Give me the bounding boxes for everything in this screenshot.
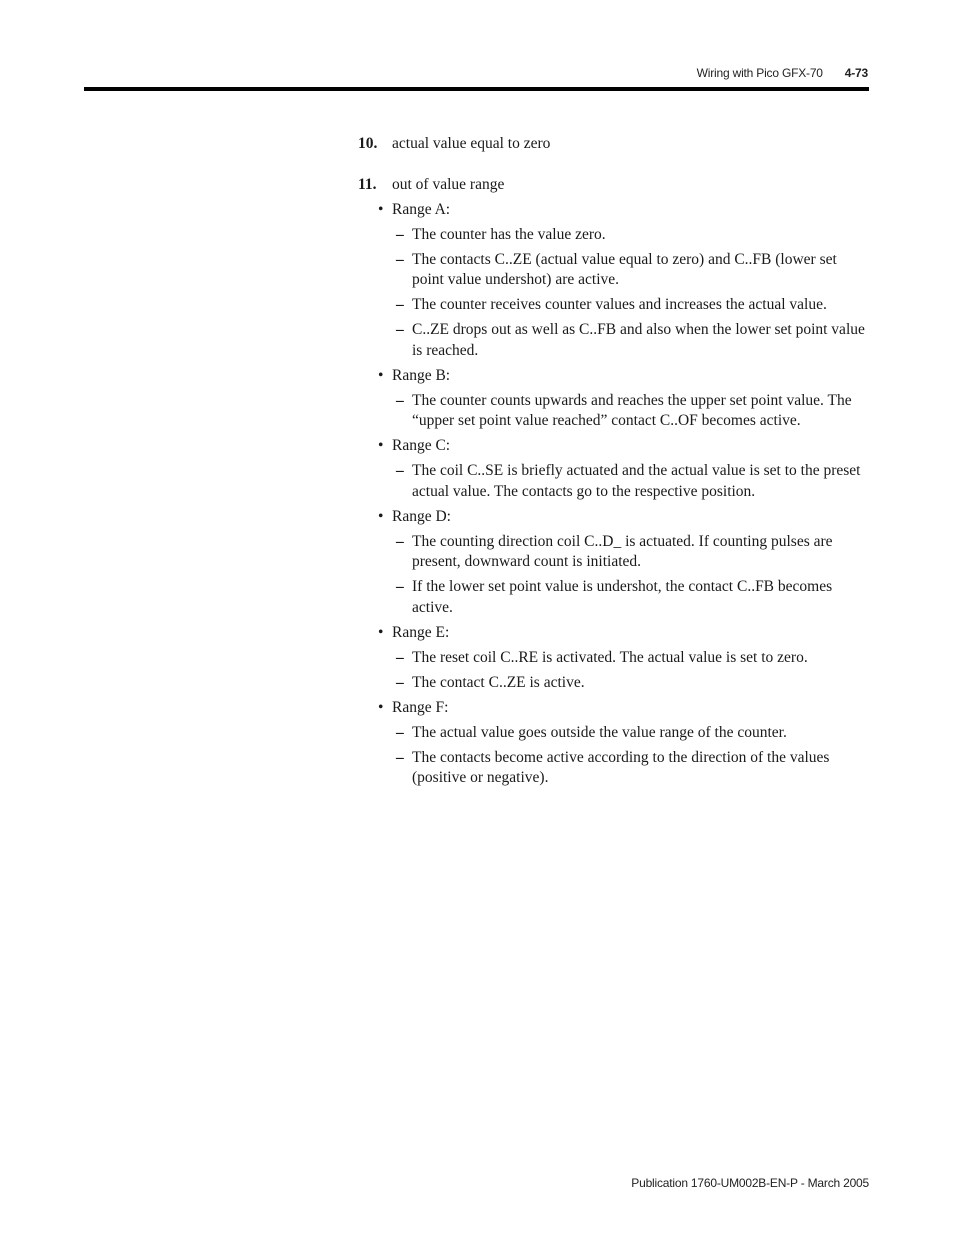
- dash-icon: –: [396, 321, 404, 338]
- range-d: [358, 507, 870, 528]
- dash-icon: –: [396, 391, 404, 409]
- list-item-text: The contacts become active according to the direction of the values (positive or negative).: [412, 748, 830, 786]
- dash-icon: –: [396, 462, 404, 479]
- dash-icon: –: [396, 673, 404, 691]
- range-label: Range E:: [392, 623, 450, 641]
- list-item-text: The coil C..SE is briefly actuated and the actual value is set to the preset actual value. The contacts go to the respective position.: [412, 462, 861, 500]
- bullet-icon: •: [378, 200, 384, 218]
- dash-icon: –: [396, 748, 404, 766]
- list-item: [358, 648, 870, 669]
- list-item-text: The contact C..ZE is active.: [412, 673, 585, 691]
- list-item-text: C..ZE drops out as well as C..FB and also when the lower set point value is reached.: [412, 321, 865, 359]
- bullet-icon: •: [378, 698, 384, 716]
- dash-icon: –: [396, 225, 404, 243]
- range-label: Range F:: [392, 698, 449, 716]
- main-content: [358, 134, 870, 789]
- header-rule: [84, 87, 869, 91]
- list-item-text: The counting direction coil C..D_ is actuated. If counting pulses are present, downward count is initiated.: [412, 532, 833, 570]
- header-title: Wiring with Pico GFX-70: [696, 66, 823, 80]
- range-e-details: [358, 648, 870, 694]
- step-number: 10.: [358, 135, 378, 152]
- list-item: [358, 295, 870, 316]
- list-item: [358, 320, 870, 361]
- dash-icon: –: [396, 532, 404, 550]
- range-b: [358, 366, 870, 387]
- bullet-icon: •: [378, 437, 384, 454]
- list-item-text: The actual value goes outside the value range of the counter.: [412, 723, 787, 741]
- range-c: [358, 436, 870, 457]
- range-a: [358, 200, 870, 221]
- range-c-details: [358, 461, 870, 502]
- dash-icon: –: [396, 578, 404, 595]
- dash-icon: –: [396, 296, 404, 313]
- publication-info: Publication 1760-UM002B-EN-P - March 2005: [631, 1176, 869, 1190]
- list-item: [358, 391, 870, 432]
- list-item: [358, 577, 870, 618]
- step-10: [358, 134, 870, 155]
- list-item-text: The contacts C..ZE (actual value equal to zero) and C..FB (lower set point value undershot) are active.: [412, 250, 837, 288]
- page-header: [697, 66, 868, 80]
- range-a-details: [358, 225, 870, 362]
- step-11: [358, 175, 870, 196]
- range-f: [358, 698, 870, 719]
- bullet-icon: •: [378, 366, 384, 384]
- list-item-text: The counter counts upwards and reaches the upper set point value. The “upper set point value reached” contact C..OF becomes active.: [412, 391, 852, 429]
- dash-icon: –: [396, 250, 404, 268]
- bullet-icon: •: [378, 507, 384, 525]
- range-f-details: [358, 723, 870, 789]
- range-b-details: [358, 391, 870, 432]
- dash-icon: –: [396, 648, 404, 666]
- dash-icon: –: [396, 723, 404, 741]
- range-e: [358, 623, 870, 644]
- range-d-details: [358, 532, 870, 619]
- page-number: 4-73: [844, 66, 868, 80]
- list-item: [358, 461, 870, 502]
- range-label: Range A:: [392, 200, 451, 218]
- list-item-text: The counter receives counter values and increases the actual value.: [412, 296, 827, 313]
- list-item: [358, 225, 870, 246]
- list-item: [358, 748, 870, 789]
- step-text: actual value equal to zero: [392, 135, 551, 152]
- list-item: [358, 250, 870, 291]
- list-item: [358, 673, 870, 694]
- range-label: Range B:: [392, 366, 451, 384]
- list-item-text: The reset coil C..RE is activated. The actual value is set to zero.: [412, 648, 808, 666]
- list-item: [358, 723, 870, 744]
- range-label: Range C:: [392, 437, 451, 454]
- bullet-icon: •: [378, 623, 384, 641]
- list-item: [358, 532, 870, 573]
- step-text: out of value range: [392, 175, 505, 193]
- range-label: Range D:: [392, 507, 451, 525]
- list-item-text: If the lower set point value is undershot, the contact C..FB becomes active.: [412, 578, 833, 616]
- step-number: 11.: [358, 175, 377, 193]
- page-footer: [631, 1176, 869, 1190]
- list-item-text: The counter has the value zero.: [412, 225, 606, 243]
